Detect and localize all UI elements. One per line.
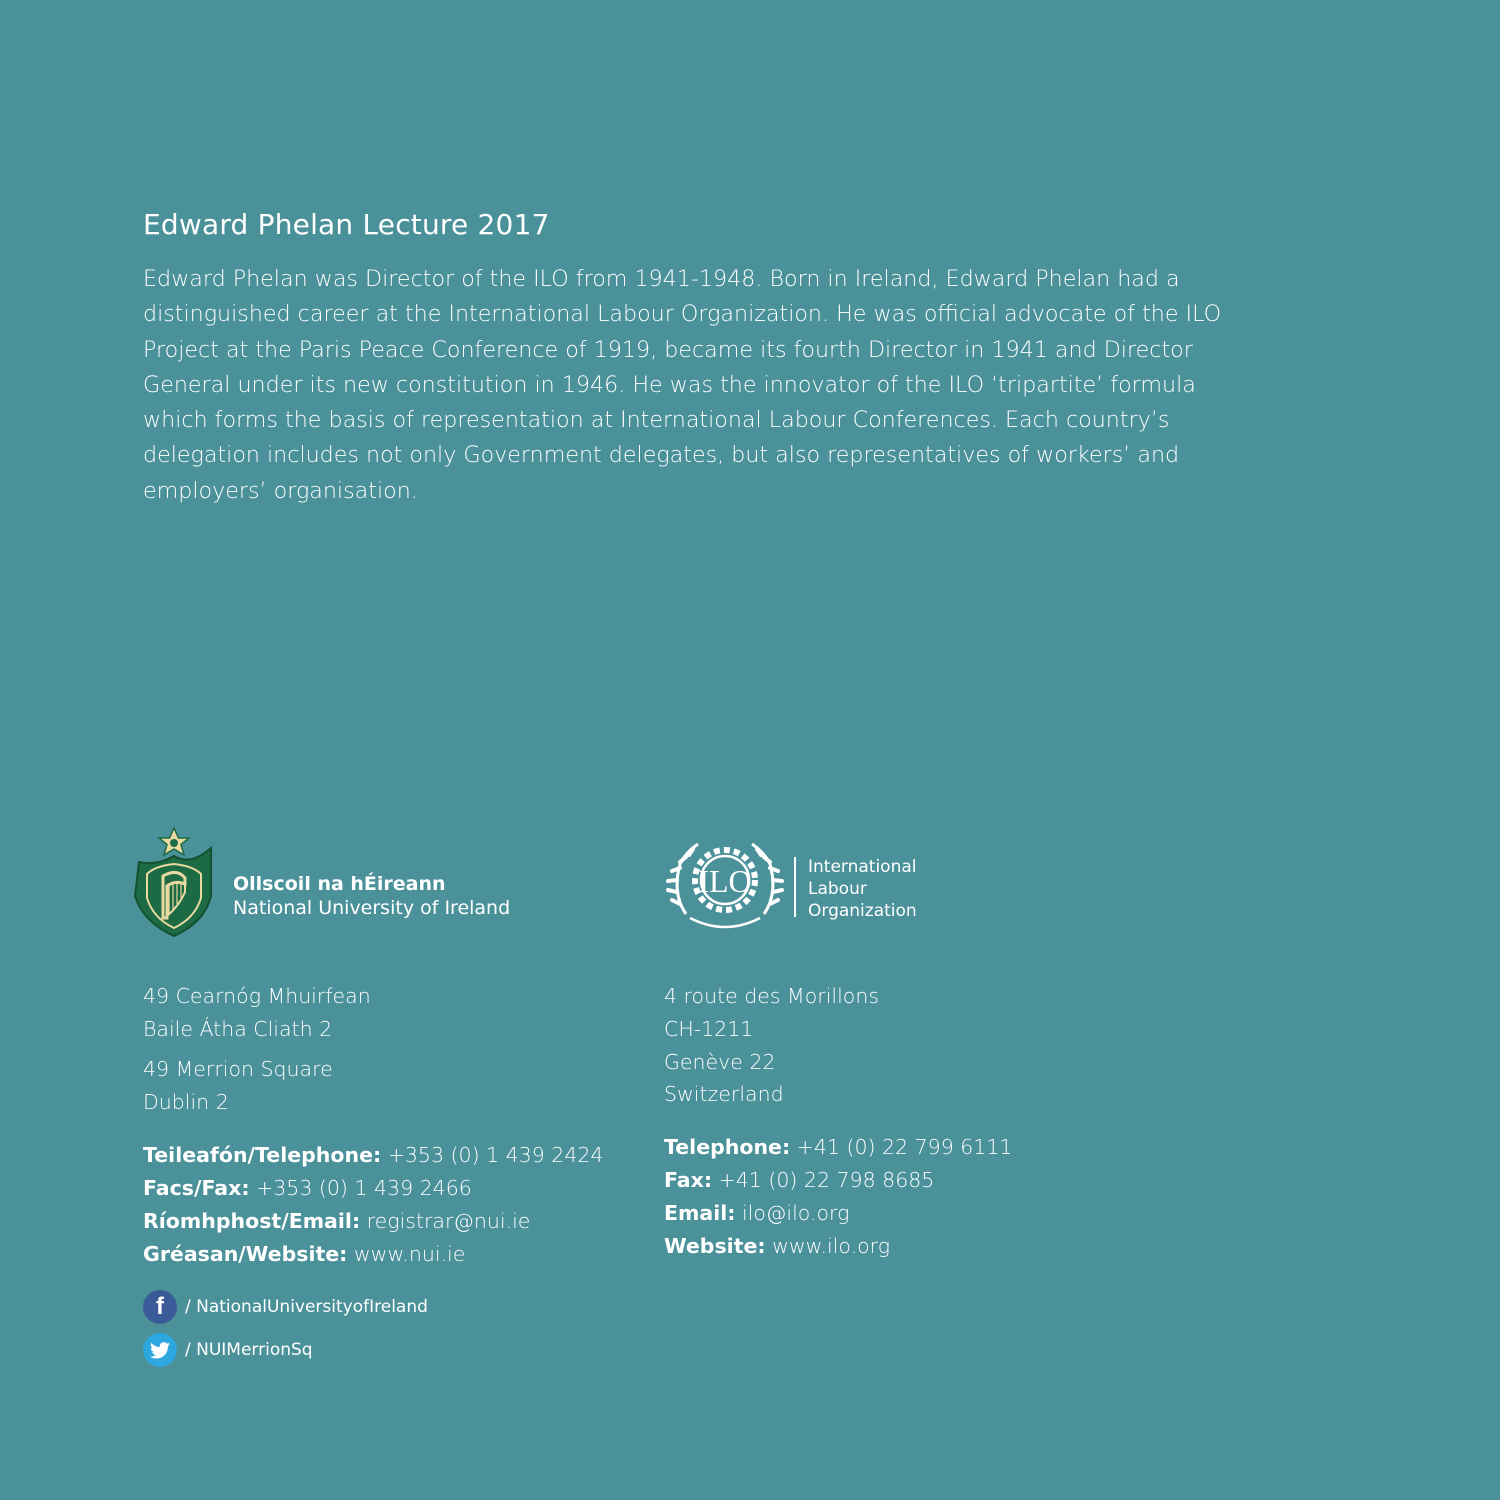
contact-value[interactable]: +41 (0) 22 798 8685: [712, 1168, 935, 1192]
ilo-emblem-icon: [666, 834, 784, 934]
contact-value[interactable]: +41 (0) 22 799 6111: [790, 1135, 1013, 1159]
contact-email: [664, 1197, 1012, 1230]
ilo-logo-divider: [794, 857, 796, 917]
contact-label: Teileafón/Telephone:: [143, 1143, 382, 1167]
intro-line: distinguished career at the International Labour Organization. He was official advocate of the ILO: [143, 301, 1222, 328]
intro-paragraph: [143, 262, 1222, 509]
contact-value[interactable]: +353 (0) 1 439 2424: [381, 1143, 604, 1167]
intro-line: General under its new constitution in 1946. He was the innovator of the ILO ‘tripartite’ formula: [143, 371, 1196, 398]
contact-website: [664, 1230, 1012, 1263]
facebook-link[interactable]: [143, 1290, 428, 1324]
contact-fax: [143, 1172, 603, 1205]
contact-label: Gréasan/Website:: [143, 1242, 348, 1266]
ilo-name-line: Organization: [808, 901, 917, 921]
contact-value[interactable]: www.ilo.org: [765, 1234, 891, 1258]
ilo-address: [664, 980, 879, 1111]
contact-label: Telephone:: [664, 1135, 791, 1159]
contact-website: [143, 1238, 603, 1271]
contact-value[interactable]: www.nui.ie: [347, 1242, 466, 1266]
contact-label: Ríomhphost/Email:: [143, 1209, 361, 1233]
address-line: Dublin 2: [143, 1089, 229, 1114]
nui-name-english: National University of Ireland: [233, 897, 511, 919]
nui-name-irish: Ollscoil na hÉireann: [233, 873, 446, 895]
address-line: CH-1211: [664, 1016, 754, 1041]
nui-contact: [143, 1139, 603, 1271]
twitter-link[interactable]: [143, 1333, 313, 1367]
contact-value[interactable]: registrar@nui.ie: [360, 1209, 531, 1233]
contact-label: Facs/Fax:: [143, 1176, 250, 1200]
address-line: Baile Átha Cliath 2: [143, 1016, 333, 1041]
ilo-name: [808, 856, 917, 922]
contact-label: Website:: [664, 1234, 766, 1258]
twitter-icon: [143, 1333, 177, 1367]
contact-value[interactable]: ilo@ilo.org: [735, 1201, 850, 1225]
intro-line: which forms the basis of representation at International Labour Conferences. Each country’s: [143, 407, 1170, 434]
contact-value[interactable]: +353 (0) 1 439 2466: [249, 1176, 472, 1200]
nui-address: [143, 980, 371, 1118]
intro-line: delegation includes not only Government delegates, but also representatives of workers’ and: [143, 442, 1180, 469]
ilo-contact: [664, 1131, 1012, 1263]
contact-label: Email:: [664, 1201, 736, 1225]
address-line: 4 route des Morillons: [664, 984, 880, 1008]
nui-crest-icon: [133, 826, 217, 941]
intro-line: Edward Phelan was Director of the ILO from 1941-1948. Born in Ireland, Edward Phelan had a: [143, 266, 1180, 292]
facebook-handle: / NationalUniversityofIreland: [185, 1297, 428, 1317]
nui-name: [233, 872, 510, 920]
contact-label: Fax:: [664, 1168, 713, 1192]
contact-fax: [664, 1164, 1012, 1197]
address-line: Switzerland: [664, 1082, 784, 1107]
address-line: 49 Cearnóg Mhuirfean: [143, 984, 371, 1008]
address-line: 49 Merrion Square: [143, 1057, 333, 1081]
intro-line: employers’ organisation.: [143, 477, 418, 504]
contact-email: [143, 1205, 603, 1238]
ilo-name-line: Labour: [808, 879, 867, 899]
intro-line: Project at the Paris Peace Conference of 1919, became its fourth Director in 1941 and Director: [143, 336, 1193, 363]
ilo-name-line: International: [808, 857, 917, 877]
nui-logo: [133, 826, 533, 941]
page-heading: Edward Phelan Lecture 2017: [143, 208, 550, 241]
facebook-icon: f: [143, 1290, 177, 1324]
ilo-logo: [666, 834, 986, 934]
contact-telephone: [143, 1139, 603, 1172]
contact-telephone: [664, 1131, 1012, 1164]
address-line: Genève 22: [664, 1049, 776, 1074]
twitter-handle: / NUIMerrionSq: [185, 1340, 313, 1360]
ilo-emblem-text: ILO: [698, 863, 752, 899]
